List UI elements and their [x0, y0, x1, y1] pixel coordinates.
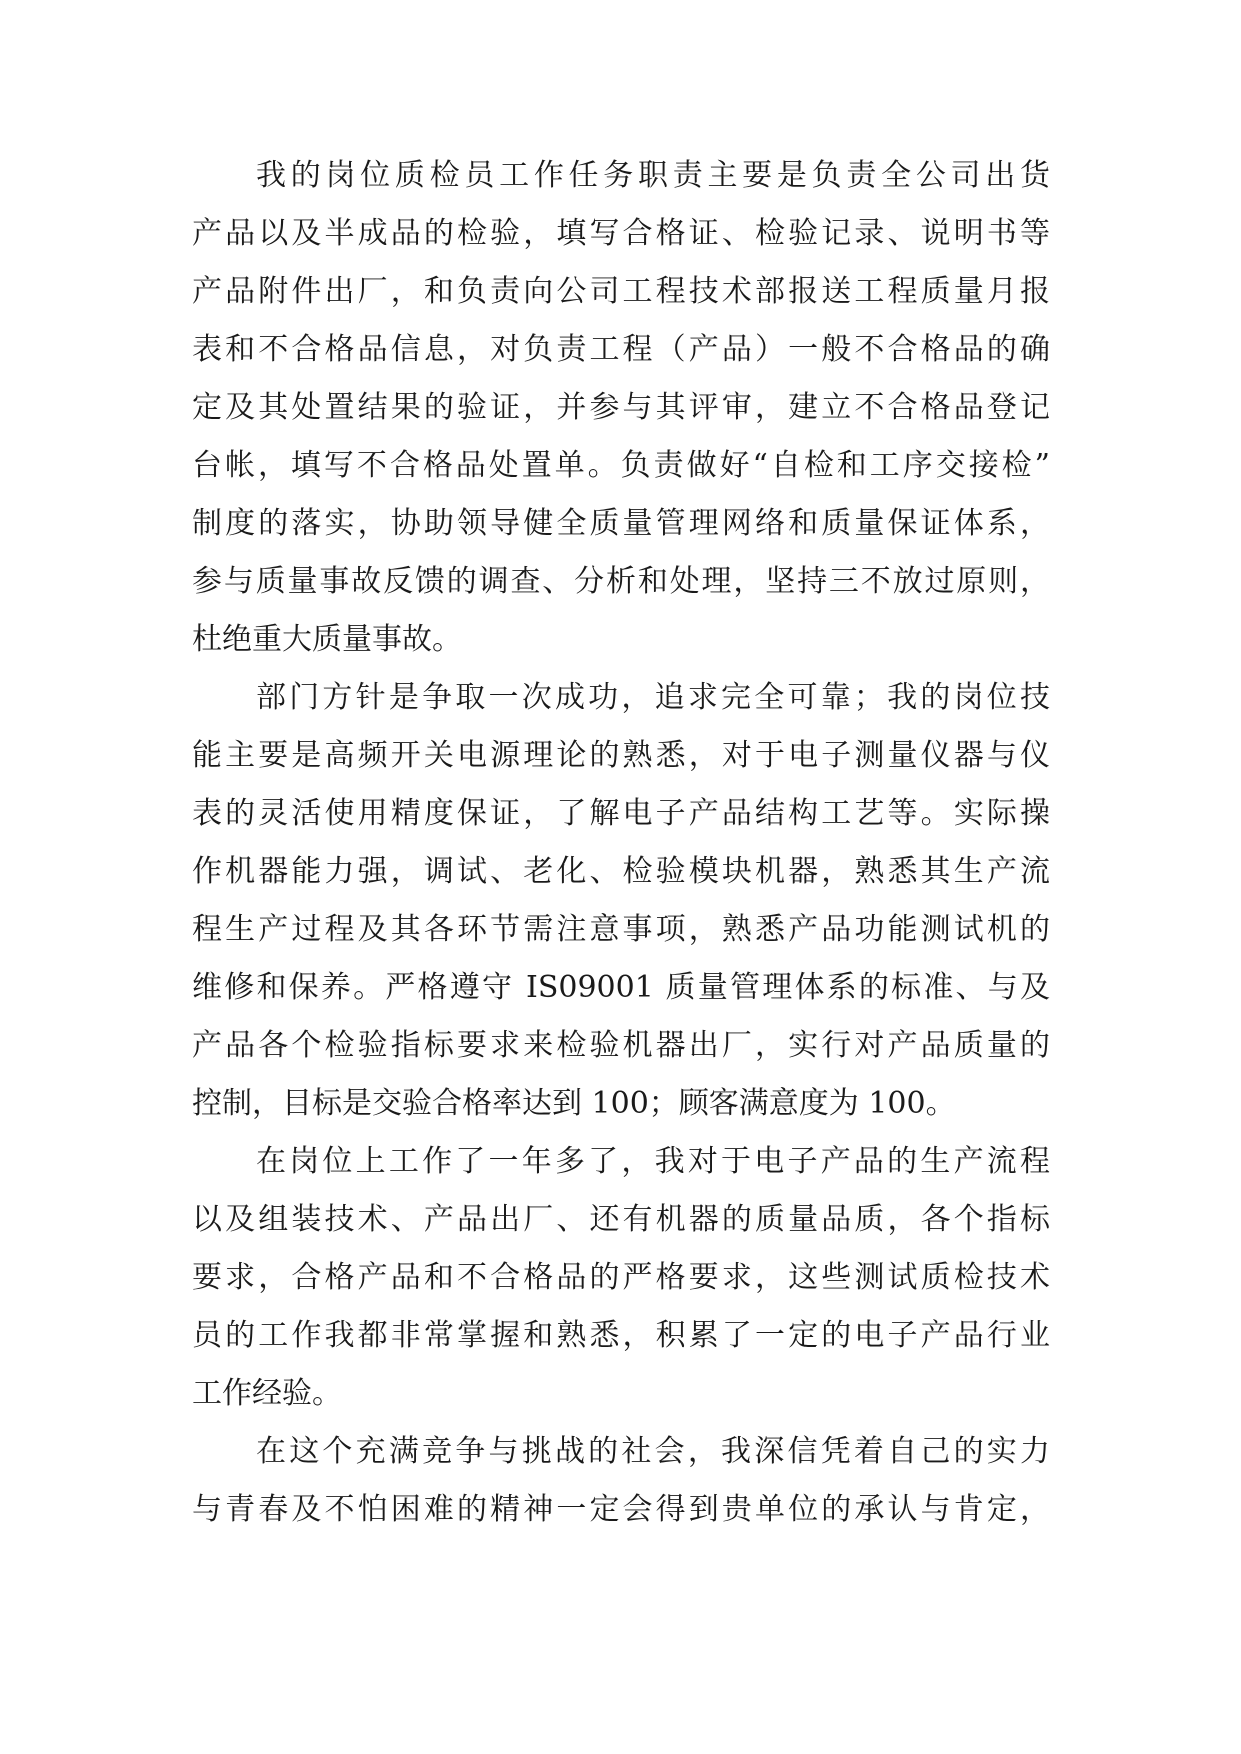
text-line: 部门方针是争取一次成功，追求完全可靠；我的岗位技	[256, 680, 1050, 715]
text-line: 程生产过程及其各环节需注意事项，熟悉产品功能测试机的	[192, 912, 1050, 947]
text-line: 表和不合格品信息，对负责工程（产品）一般不合格品的确	[192, 332, 1050, 367]
paragraph-experience	[192, 1141, 1050, 1415]
text-line: 维修和保养。严格遵守 IS09001 质量管理体系的标准、与及	[192, 970, 1050, 1005]
paragraph-job-skills	[192, 677, 1050, 1125]
text-line: 在这个充满竞争与挑战的社会，我深信凭着自己的实力	[256, 1434, 1050, 1469]
text-line: 与青春及不怕困难的精神一定会得到贵单位的承认与肯定，	[192, 1492, 1050, 1527]
text-line: 作机器能力强，调试、老化、检验模块机器，熟悉其生产流	[192, 854, 1050, 889]
text-line: 在岗位上工作了一年多了，我对于电子产品的生产流程	[256, 1144, 1050, 1179]
text-line: 产品各个检验指标要求来检验机器出厂，实行对产品质量的	[192, 1028, 1050, 1063]
text-line: 员的工作我都非常掌握和熟悉，积累了一定的电子产品行业	[192, 1318, 1050, 1353]
text-line: 产品以及半成品的检验，填写合格证、检验记录、说明书等	[192, 216, 1050, 251]
text-line: 控制，目标是交验合格率达到 100；顾客满意度为 100。	[192, 1086, 956, 1121]
document-body	[192, 155, 1050, 1547]
paragraph-job-duties	[192, 155, 1050, 661]
text-line: 定及其处置结果的验证，并参与其评审，建立不合格品登记	[192, 390, 1050, 425]
text-line: 台帐，填写不合格品处置单。负责做好“自检和工序交接检”	[192, 448, 1050, 483]
text-line: 以及组装技术、产品出厂、还有机器的质量品质，各个指标	[192, 1202, 1050, 1237]
text-line: 我的岗位质检员工作任务职责主要是负责全公司出货	[256, 158, 1050, 193]
text-line: 能主要是高频开关电源理论的熟悉，对于电子测量仪器与仪	[192, 738, 1050, 773]
text-line: 制度的落实，协助领导健全质量管理网络和质量保证体系，	[192, 506, 1050, 541]
text-line: 工作经验。	[192, 1376, 342, 1411]
text-line: 杜绝重大质量事故。	[192, 622, 462, 657]
text-line: 要求，合格产品和不合格品的严格要求，这些测试质检技术	[192, 1260, 1050, 1295]
text-line: 产品附件出厂，和负责向公司工程技术部报送工程质量月报	[192, 274, 1050, 309]
paragraph-closing	[192, 1431, 1050, 1531]
text-line: 表的灵活使用精度保证，了解电子产品结构工艺等。实际操	[192, 796, 1050, 831]
text-line: 参与质量事故反馈的调查、分析和处理，坚持三不放过原则，	[192, 564, 1050, 599]
